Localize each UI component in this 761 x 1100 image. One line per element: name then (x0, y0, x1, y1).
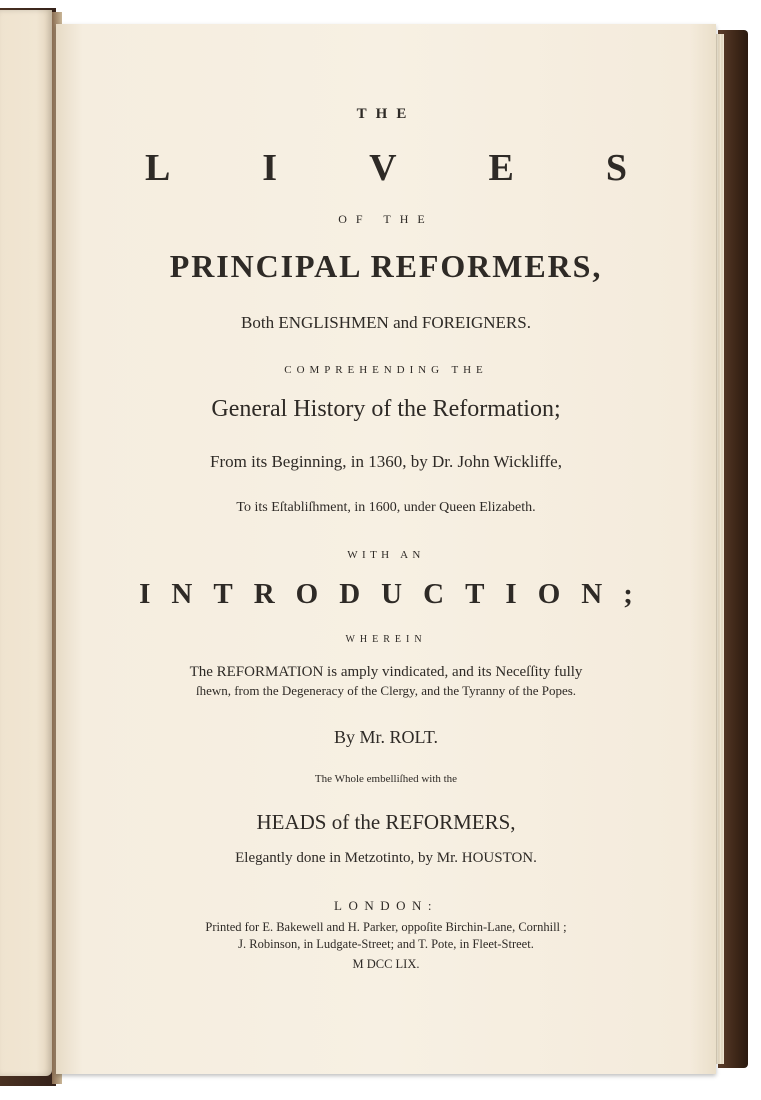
lives-letter: V (369, 147, 397, 189)
heading-principal-reformers: PRINCIPAL REFORMERS, (169, 248, 603, 284)
heads-line: HEADS of the REFORMERS, (256, 810, 516, 834)
lives-letter: I (262, 147, 278, 189)
introduction-letter: T (213, 578, 233, 610)
heading-introduction (56, 578, 716, 611)
introduction-letter: D (339, 578, 361, 610)
heading-the: THE (356, 106, 416, 122)
introduction-letter: R (253, 578, 275, 610)
introduction-letter: N (171, 578, 193, 610)
introduction-letter: I (139, 578, 151, 610)
author-line: By Mr. ROLT. (333, 727, 439, 747)
introduction-letter: T (465, 578, 485, 610)
heading-of-the: OF THE (338, 212, 434, 226)
subtitle-wherein: WHEREIN (345, 634, 427, 645)
introduction-letter: I (505, 578, 517, 610)
lives-letter: S (605, 147, 628, 189)
lives-letter: L (144, 147, 171, 189)
imprint-date: M DCC LIX. (352, 957, 420, 971)
reformation-line-a: The REFORMATION is amply vindicated, and its Neceſſity fully (189, 664, 583, 680)
imprint-printers-a: Printed for E. Bakewell and H. Parker, oppoſite Birchin-Lane, Cornhill ; (205, 920, 567, 934)
reformation-line-b: ſhewn, from the Degeneracy of the Clergy, and the Tyranny of the Popes. (195, 683, 577, 698)
lives-letter: E (488, 147, 514, 189)
introduction-letter: ; (623, 578, 633, 610)
heading-lives (56, 146, 716, 190)
subtitle-both: Both ENGLISHMEN and FOREIGNERS. (241, 313, 531, 332)
introduction-letter: N (581, 578, 603, 610)
left-page (0, 10, 52, 1076)
imprint-london: LONDON: (334, 898, 438, 913)
imprint-printers-b: J. Robinson, in Ludgate-Street; and T. Pote, in Fleet-Street. (238, 937, 534, 951)
introduction-letter: O (295, 578, 319, 610)
engraver-line: Elegantly done in Metzotinto, by Mr. HOUSTON. (235, 850, 537, 866)
subtitle-comprehending: COMPREHENDING THE (284, 364, 488, 376)
embellished-line: The Whole embelliſhed with the (314, 773, 458, 785)
subtitle-with-an: WITH AN (347, 549, 425, 561)
introduction-letter: C (423, 578, 445, 610)
subtitle-general-history: General History of the Reformation; (211, 396, 561, 422)
subtitle-to-line: To its Eſtabliſhment, in 1600, under Queen Elizabeth. (236, 500, 536, 515)
introduction-letter: O (537, 578, 561, 610)
subtitle-from-line: From its Beginning, in 1360, by Dr. John Wickliffe, (210, 452, 562, 471)
introduction-letter: U (381, 578, 403, 610)
